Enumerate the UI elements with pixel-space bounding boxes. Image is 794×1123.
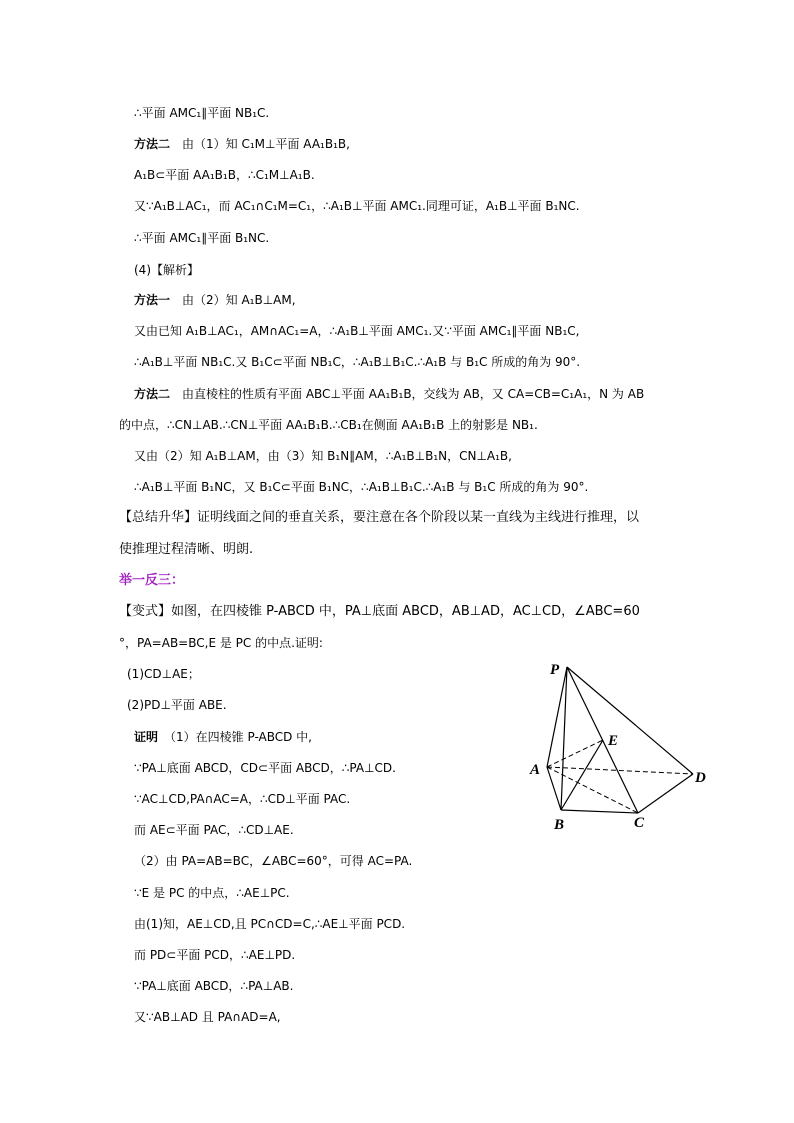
summary-heading: 【总结升华】证明线面之间的垂直关系，要注意在各个阶段以某一直线为主线进行推理，以	[119, 510, 640, 525]
text-line: 方法二 由（1）知 C₁M⊥平面 AA₁B₁B,	[134, 137, 350, 151]
text-line: ∴A₁B⊥平面 NB₁C.又 B₁C⊂平面 NB₁C，∴A₁B⊥B₁C.∴A₁B 与 B₁C 所成的角为 90°.	[134, 355, 581, 369]
text-line: 由(1)知，AE⊥CD,且 PC∩CD=C,∴AE⊥平面 PCD.	[134, 917, 406, 931]
text-line: （2）由 PA=AB=BC，∠ABC=60°，可得 AC=PA.	[134, 854, 413, 868]
text-line: 的中点，∴CN⊥AB.∴CN⊥平面 AA₁B₁B.∴CB₁在侧面 AA₁B₁B 上的射影是 NB₁.	[119, 418, 538, 432]
exercise-statement: 【变式】如图，在四棱锥 P-ABCD 中，PA⊥底面 ABCD，AB⊥AD，AC⊥CD，∠ABC=60	[119, 604, 640, 619]
edge-AD	[547, 767, 693, 774]
label-C: C	[634, 815, 645, 831]
label-A: A	[530, 762, 541, 778]
text-line: A₁B⊂平面 AA₁B₁B，∴C₁M⊥A₁B.	[134, 168, 315, 182]
text-line: (1)CD⊥AE；	[127, 667, 200, 681]
text-line: ∵E 是 PC 的中点，∴AE⊥PC.	[134, 886, 290, 900]
text-line: 方法二 由直棱柱的性质有平面 ABC⊥平面 AA₁B₁B，交线为 AB，又 CA=CB=C₁A₁，N 为 AB	[134, 387, 645, 401]
text-line: 又∵AB⊥AD 且 PA∩AD=A,	[134, 1010, 281, 1024]
edge-BC	[561, 810, 638, 813]
text-line: 又由已知 A₁B⊥AC₁，AM∩AC₁=A，∴A₁B⊥平面 AMC₁.又∵平面 AMC₁∥平面 NB₁C,	[134, 324, 580, 338]
text-line: (2)PD⊥平面 ABE.	[127, 698, 227, 712]
text-line: ∴平面 AMC₁∥平面 NB₁C.	[134, 106, 270, 120]
text-line: ∵AC⊥CD,PA∩AC=A，∴CD⊥平面 PAC.	[134, 792, 351, 806]
text-line: 又∵A₁B⊥AC₁，而 AC₁∩C₁M=C₁，∴A₁B⊥平面 AMC₁.同理可证，A₁B⊥平面 B₁NC.	[134, 199, 580, 213]
text-line: 使推理过程清晰、明朗.	[119, 542, 254, 557]
text-line: ∵PA⊥底面 ABCD，CD⊂平面 ABCD，∴PA⊥CD.	[134, 761, 396, 775]
text-line: 而 PD⊂平面 PCD，∴AE⊥PD.	[134, 948, 296, 962]
segment-BE	[561, 740, 603, 810]
text-line: 方法一 由（2）知 A₁B⊥AM,	[134, 293, 296, 307]
pyramid-figure	[520, 650, 720, 835]
edge-CD	[638, 774, 693, 813]
text-line: 又由（2）知 A₁B⊥AM，由（3）知 B₁N∥AM，∴A₁B⊥B₁N，CN⊥A₁B,	[134, 449, 512, 463]
text-line: ∴平面 AMC₁∥平面 B₁NC.	[134, 231, 270, 245]
label-P: P	[550, 662, 560, 678]
text-line: 证明 （1）在四棱锥 P-ABCD 中,	[134, 730, 312, 744]
text-line: °，PA=AB=BC,E 是 PC 的中点.证明:	[119, 636, 323, 650]
text-line: (4)【解析】	[134, 263, 199, 277]
edge-PD	[567, 667, 693, 774]
text-line: ∴A₁B⊥平面 B₁NC，又 B₁C⊂平面 B₁NC，∴A₁B⊥B₁C.∴A₁B 与 B₁C 所成的角为 90°.	[134, 480, 589, 494]
edge-PB	[561, 667, 567, 810]
label-D: D	[695, 770, 706, 786]
text-line: 而 AE⊂平面 PAC，∴CD⊥AE.	[134, 823, 294, 837]
label-E: E	[608, 733, 619, 749]
label-B: B	[554, 817, 565, 833]
text-line: ∵PA⊥底面 ABCD，∴PA⊥AB.	[134, 979, 294, 993]
section-heading: 举一反三：	[119, 573, 185, 588]
edge-AB	[547, 767, 561, 810]
